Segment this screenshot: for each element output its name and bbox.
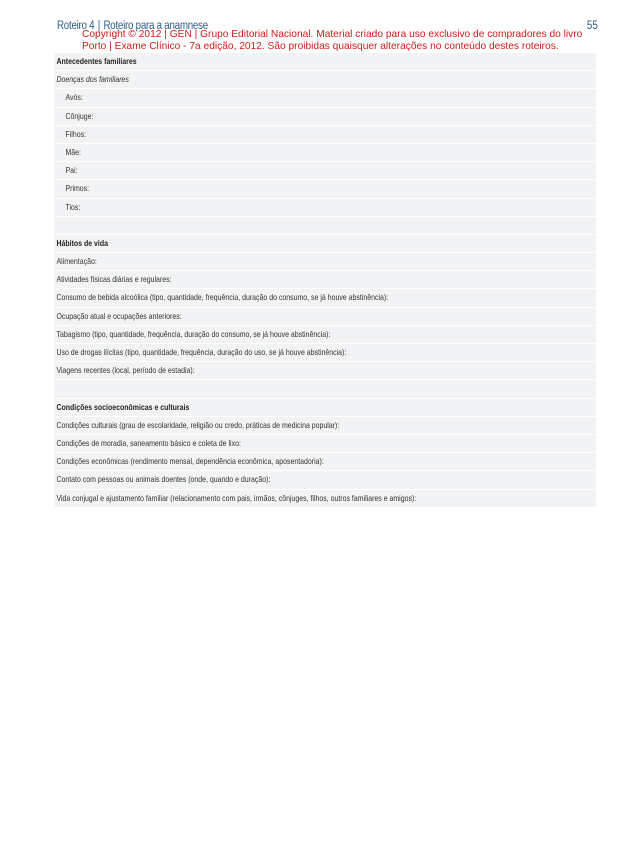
field-tios[interactable]: Tios: (54, 199, 596, 217)
blank-row (54, 380, 596, 398)
section-heading-antecedentes: Antecedentes familiares (54, 53, 596, 71)
chapter-title: Roteiro para a anamnese (103, 20, 208, 32)
subheading-doencas-familiares: Doenças dos familiares (54, 71, 596, 89)
section-heading-habitos: Hábitos de vida (54, 235, 596, 253)
field-condicoes-moradia[interactable]: Condições de moradia, saneamento básico e coleta de lixo: (54, 435, 596, 453)
copyright-line-2: Porto | Exame Clínico - 7a edição, 2012. São proibidas quaisquer alterações no conteúdo destes roteiros. (82, 41, 559, 52)
field-atividades-fisicas[interactable]: Atividades físicas diárias e regulares: (54, 271, 596, 289)
field-pai[interactable]: Pai: (54, 162, 596, 180)
copyright-notice (82, 29, 582, 53)
field-primos[interactable]: Primos: (54, 180, 596, 198)
field-mae[interactable]: Mãe: (54, 144, 596, 162)
field-avos[interactable]: Avós: (54, 89, 596, 107)
field-consumo-alcool[interactable]: Consumo de bebida alcoólica (tipo, quantidade, frequência, duração do consumo, se já houve abstinência): (54, 289, 596, 307)
header-separator: | (97, 20, 101, 32)
field-contato-doentes[interactable]: Contato com pessoas ou animais doentes (onde, quando e duração): (54, 471, 596, 489)
field-condicoes-economicas[interactable]: Condições econômicas (rendimento mensal, dependência econômica, aposentadoria): (54, 453, 596, 471)
field-vida-conjugal[interactable]: Vida conjugal e ajustamento familiar (relacionamento com pais, irmãos, cônjuges, filhos, outros familiares e amigos): (54, 490, 596, 508)
copyright-line-1: Copyright © 2012 | GEN | Grupo Editorial Nacional. Material criado para uso exclusivo de compradores do livro (82, 29, 583, 40)
field-viagens[interactable]: Viagens recentes (local, período de estadia): (54, 362, 596, 380)
field-ocupacao[interactable]: Ocupação atual e ocupações anteriores: (54, 308, 596, 326)
anamnesis-form (54, 53, 596, 508)
field-conjuge[interactable]: Cônjuge: (54, 108, 596, 126)
field-alimentacao[interactable]: Alimentação: (54, 253, 596, 271)
section-heading-condicoes: Condições socioeconômicas e culturais (54, 399, 596, 417)
page-number: 55 (587, 20, 598, 32)
field-condicoes-culturais[interactable]: Condições culturais (grau de escolaridade, religião ou credo, práticas de medicina popular): (54, 417, 596, 435)
blank-row (54, 217, 596, 235)
field-filhos[interactable]: Filhos: (54, 126, 596, 144)
field-drogas-ilicitas[interactable]: Uso de drogas ilícitas (tipo, quantidade, frequência, duração do uso, se já houve abstinência): (54, 344, 596, 362)
chapter-label: Roteiro 4 (57, 20, 95, 32)
field-tabagismo[interactable]: Tabagismo (tipo, quantidade, frequência, duração do consumo, se já houve abstinência): (54, 326, 596, 344)
